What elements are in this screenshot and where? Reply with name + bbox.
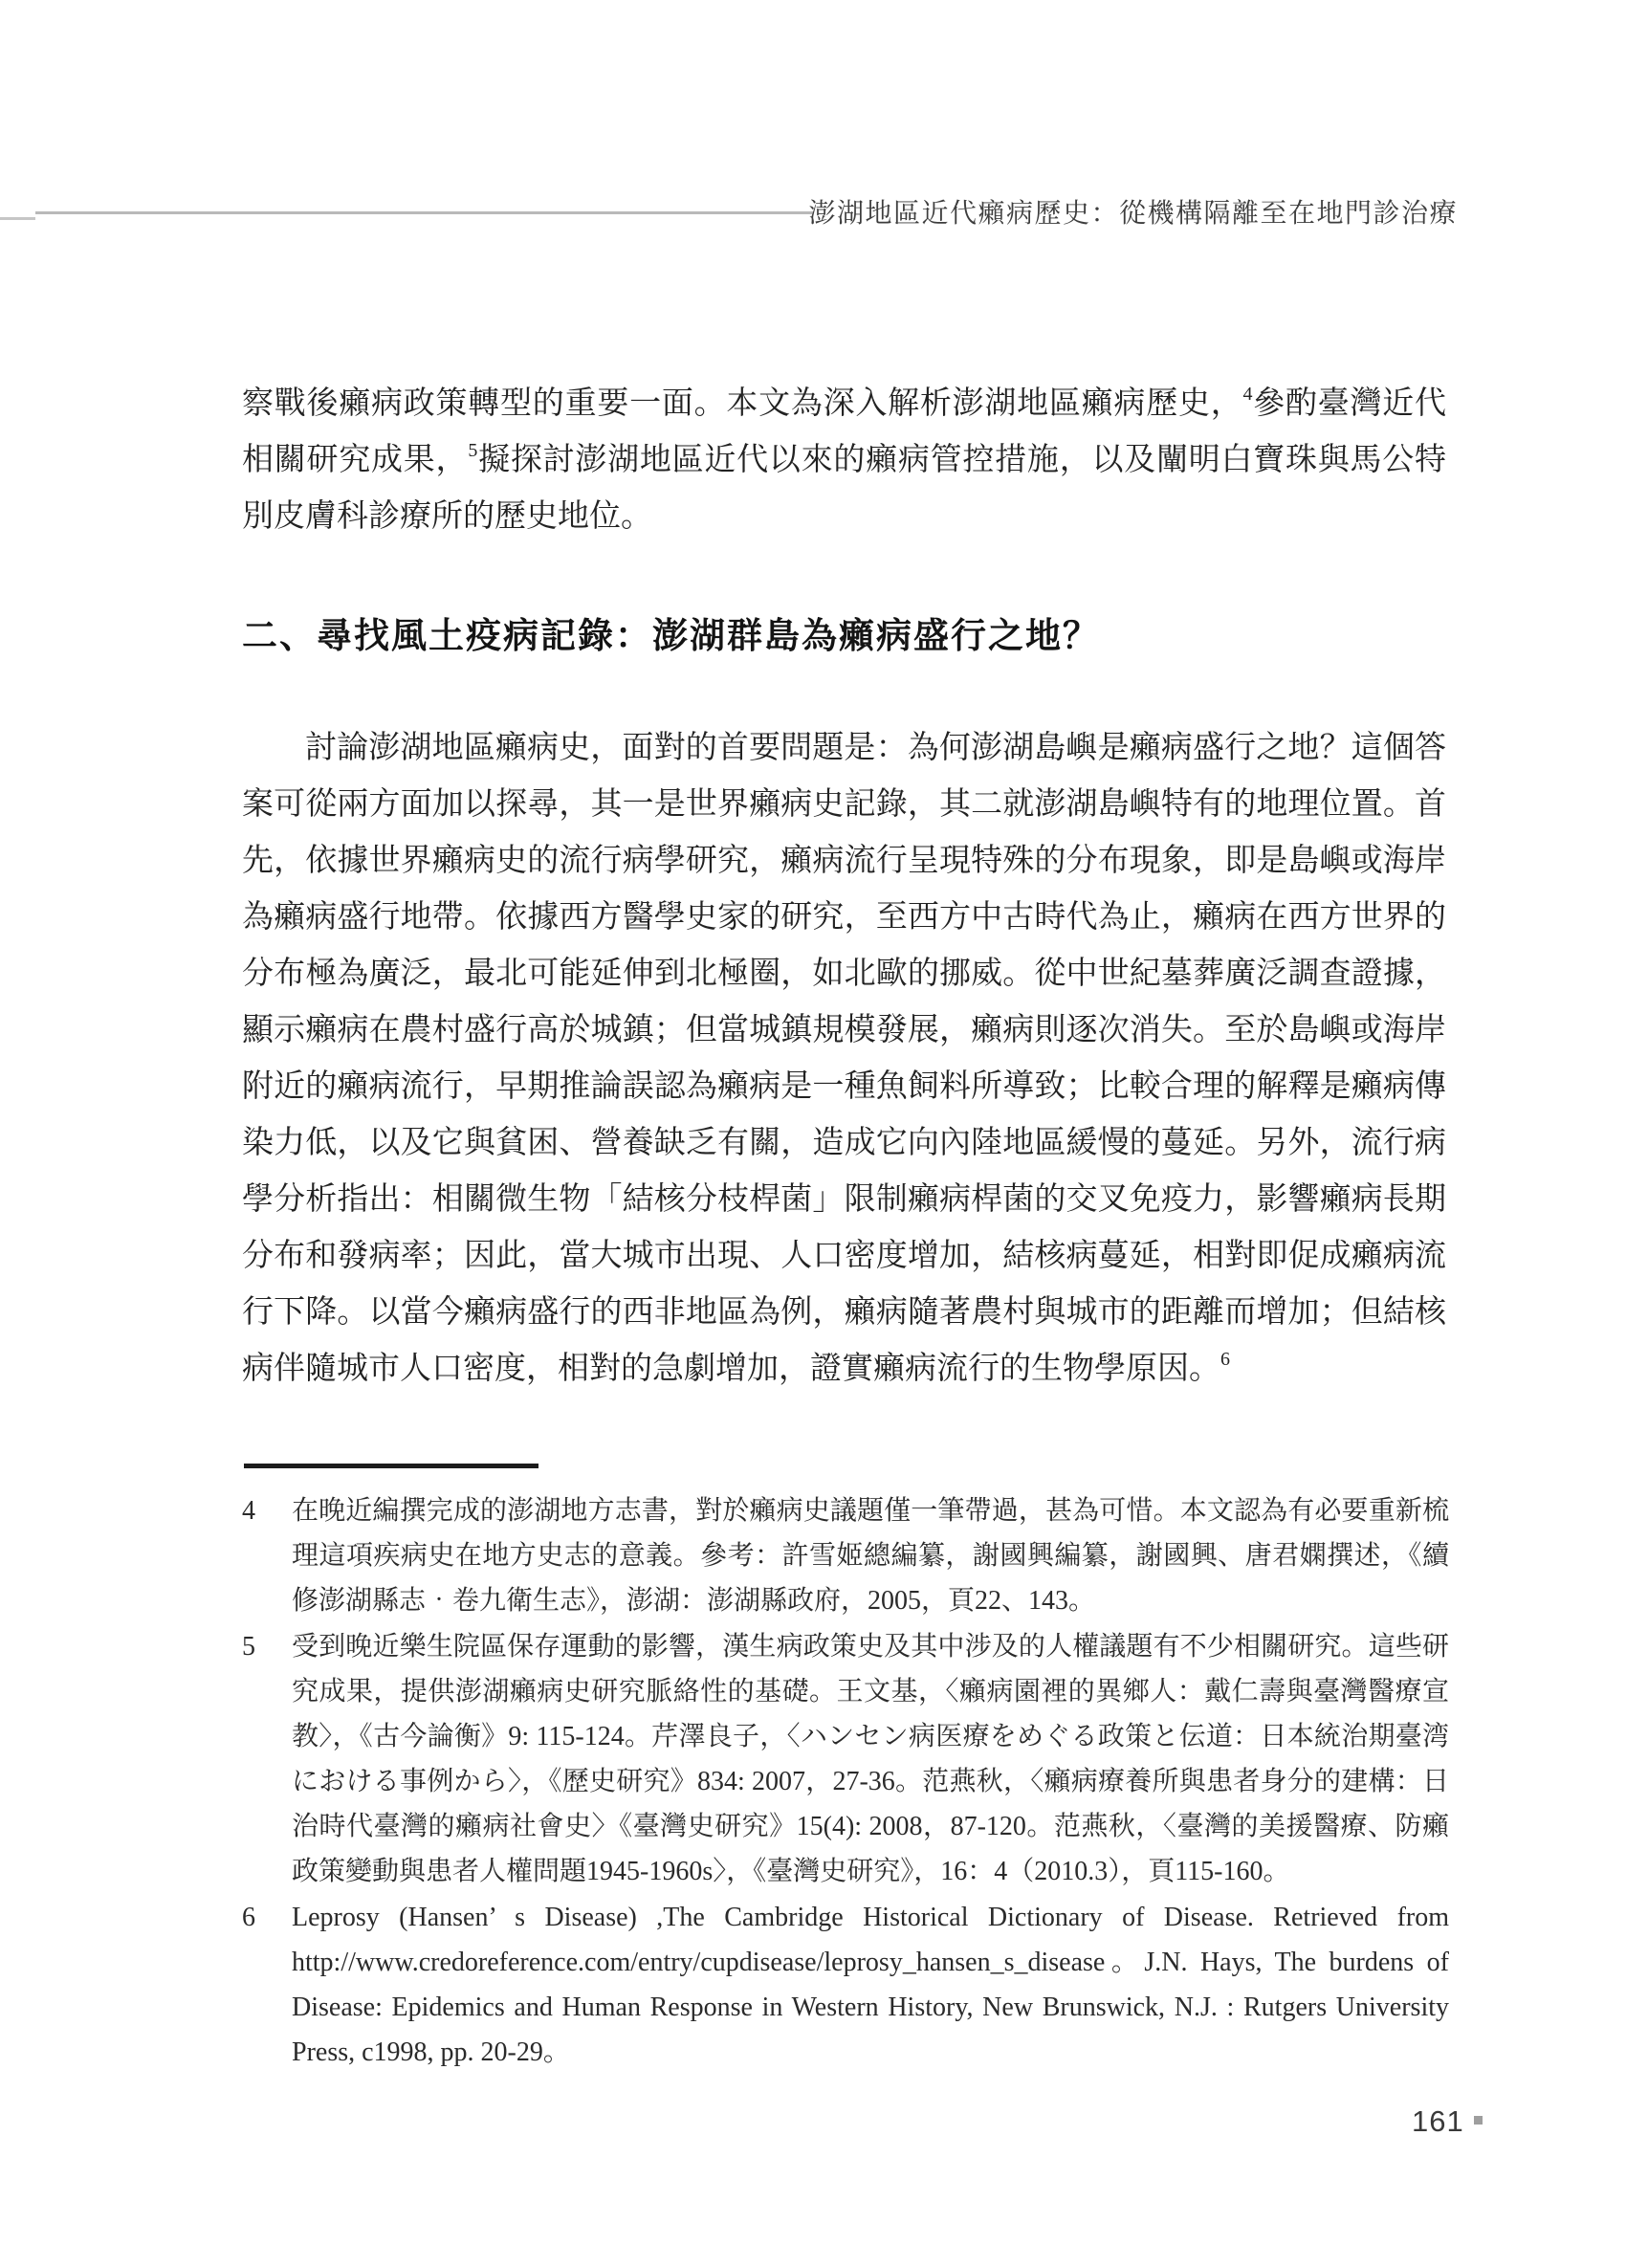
footnote-number: 6 — [242, 1903, 255, 1932]
footnote-separator-rule — [244, 1464, 538, 1468]
page-number-marker — [1474, 2116, 1483, 2125]
footnote-number: 4 — [242, 1496, 255, 1526]
paragraph-text: 討論澎湖地區癩病史，面對的首要問題是：為何澎湖島嶼是癩病盛行之地？這個答案可從兩方面加以探尋，其一是世界癩病史記錄，其二就澎湖島嶼特有的地理位置。首先，依據世界癩病史的流行病學研究，癩病流行呈現特殊的分布現象，即是島嶼或海岸為癩病盛行地帶。依據西方醫學史家的研究，至西方中古時代為止，癩病在西方世界的分布極為廣泛，最北可能延伸到北極圈，如北歐的挪威。從中世紀墓葬廣泛調查證據，顯示癩病在農村盛行高於城鎮；但當城鎮規模發展，癩病則逐次消失。至於島嶼或海岸附近的癩病流行，早期推論誤認為癩病是一種魚飼料所導致；比較合理的解釋是癩病傳染力低，以及它與貧困、營養缺乏有關，造成它向內陸地區緩慢的蔓延。另外，流行病學分析指出：相關微生物「結核分枝桿菌」限制癩病桿菌的交叉免疫力，影響癩病長期分布和發病率；因此，當大城市出現、人口密度增加，結核病蔓延，相對即促成癩病流行下降。以當今癩病盛行的西非地區為例，癩病隨著農村與城市的距離而增加；但結核病伴隨城市人口密度，相對的急劇增加，證實癩病流行的生物學原因。 — [242, 731, 1446, 1386]
footnote-item — [242, 1624, 1449, 1894]
paragraph-text: 察戰後癩病政策轉型的重要一面。本文為深入解析澎湖地區癩病歷史， — [242, 386, 1243, 421]
page-number: 161 — [1412, 2104, 1464, 2138]
running-header-title: 澎湖地區近代癩病歷史：從機構隔離至在地門診治療 — [808, 198, 1458, 228]
footnote-item — [242, 1895, 1449, 2075]
paragraph-text: 擬探討澎湖地區近代以來的癩病管控措施，以及闡明白寶珠與馬公特別皮膚科診療所的歷史地位。 — [242, 443, 1447, 534]
footnote-ref-5: 5 — [468, 440, 478, 461]
footnote-text: 受到晚近樂生院區保存運動的影響，漢生病政策史及其中涉及的人權議題有不少相關研究。這些研究成果，提供澎湖癩病史研究脈絡性的基礎。王文基，〈癩病園裡的異鄉人：戴仁壽與臺灣醫療宣教〉，《古今論衡》9: 115-124。芹澤良子，〈ハンセン病医療をめぐる政策と伝道：日本統治期臺湾における事例から〉，《歷史研究》834: 2007，27-36。范燕秋，〈癩病療養所與患者身分的建構：日治時代臺灣的癩病社會史〉《臺灣史研究》15(4): 2008，87-120。范燕秋，〈臺灣的美援醫療、防癩政策變動與患者人權問題1945-1960s〉，《臺灣史研究》，16：4（2010.3），頁115-160。 — [292, 1632, 1449, 1886]
footnote-ref-6: 6 — [1220, 1349, 1230, 1370]
footnote-text: 在晚近編撰完成的澎湖地方志書，對於癩病史議題僅一筆帶過，甚為可惜。本文認為有必要重新梳理這項疾病史在地方史志的意義。參考：許雪姬總編纂，謝國興編纂，謝國興、唐君嫻撰述，《續修澎湖縣志‧卷九衛生志》，澎湖：澎湖縣政府，2005，頁22、143。 — [292, 1496, 1449, 1616]
header-rule-tail — [0, 217, 35, 220]
footnote-item — [242, 1488, 1449, 1623]
footnote-text: Leprosy (Hansen’ s Disease) ,The Cambridge Historical Dictionary of Disease. Retrieved from http://www.credoreference.com/entry/cupdisease/leprosy_hansen_s_disease。J.N. Hays, The burdens of Disease: Epidemics and Human Response in Western History, New Brunswick, N.J. : Rutgers University Press, c1998, pp. 20-29。 — [292, 1903, 1449, 2067]
footnotes-section — [242, 1488, 1449, 2076]
section-heading: 二、尋找風土疫病記錄：澎湖群島為癩病盛行之地？ — [242, 617, 1100, 656]
paragraph-text: 參酌臺灣近代相關研究成果， — [242, 386, 1447, 477]
footnote-ref-4: 4 — [1242, 384, 1253, 405]
footnote-number: 5 — [242, 1632, 255, 1662]
paragraph-continuation — [242, 376, 1446, 545]
header-rule — [35, 211, 813, 214]
main-paragraph — [242, 720, 1446, 1398]
